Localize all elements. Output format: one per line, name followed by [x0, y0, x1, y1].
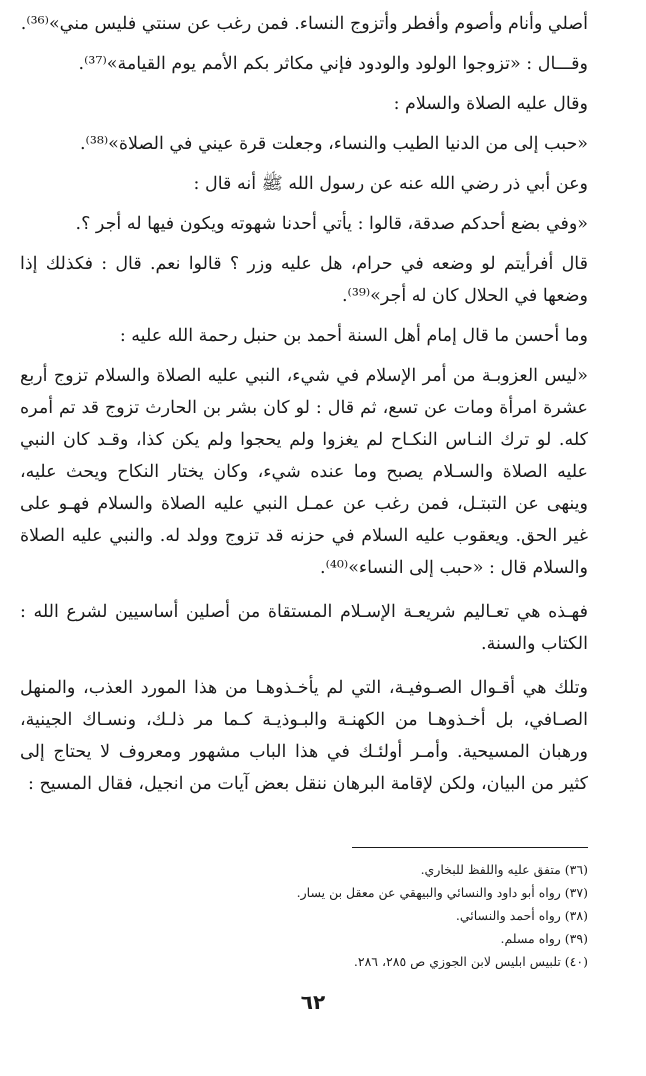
footnote-38: (٣٨) رواه أحمد والنسائي. — [455, 908, 588, 923]
paragraph-8: وما أحسن ما قال إمام أهل السنة أحمد بن حنبل رحمة الله عليه : — [119, 326, 588, 346]
paragraph-3: وقال عليه الصلاة والسلام : — [393, 94, 588, 114]
footnote-37: (٣٧) رواه أبو داود والنسائي والبيهقي عن معقل بن يسار. — [296, 885, 588, 900]
page-number: ٦٢ — [300, 990, 326, 1014]
main-text — [20, 8, 588, 800]
footnote-36: (٣٦) متفق عليه واللفظ للبخاري. — [420, 862, 588, 877]
paragraph-2: وقـــال : «تزوجوا الولود والودود فإني مكاثر بكم الأمم يوم القيامة»⁽³⁷⁾. — [78, 54, 588, 74]
footnote-divider — [352, 847, 588, 848]
paragraph-7: قال أفرأيتم لو وضعه في حرام، هل عليه وزر ؟ قالوا نعم. قال : فكذلك إذا وضعها في الحلال كان له أجر»⁽³⁹⁾. — [20, 254, 588, 306]
paragraph-1: أصلي وأنام وأصوم وأفطر وأتزوج النساء. فمن رغب عن سنتي فليس مني»⁽³⁶⁾. — [20, 14, 588, 34]
paragraph-6: «وفي بضع أحدكم صدقة، قالوا : يأتي أحدنا شهوته ويكون فيها له أجر ؟. — [75, 214, 588, 234]
paragraph-4: «حبب إلى من الدنيا الطيب والنساء، وجعلت قرة عيني في الصلاة»⁽³⁸⁾. — [79, 134, 588, 154]
footnote-40: (٤٠) تلبيس ابليس لابن الجوزي ص ٢٨٥، ٢٨٦. — [353, 954, 588, 969]
footnote-39: (٣٩) رواه مسلم. — [500, 931, 588, 946]
paragraph-5: وعن أبي ذر رضي الله عنه عن رسول الله ﷺ أنه قال : — [193, 174, 588, 194]
paragraph-10: فهـذه هي تعـاليم شريعـة الإسـلام المستقاة من أصلين أساسيين لشرع الله : الكتاب والسنة. — [20, 602, 588, 654]
paragraph-9: «ليس العزوبـة من أمر الإسلام في شيء، النبي عليه الصلاة والسلام تزوج أربع عشرة امرأة ومات عن تسع، ثم قال : لو كان بشر بن الحارث تزوج قد تم أمره كله. لو ترك النـاس النكـاح لم يغزوا ولم يحجوا ولم يكن كذا، وقـد كان النبي عليه الصلاة والسـلام يصبح وما عنده شيء، وكان يختار النكاح ويحث عليه، وينهى عن التبتـل، فمن رغب عن عمـل النبي عليه الصلاة والسلام فهـو على غير الحق. ويعقوب عليه السلام في حزنه قد تزوج وولد له. والنبي عليه الصلاة والسلام قال : «حبب إلى النساء»⁽⁴⁰⁾. — [20, 366, 588, 578]
paragraph-11: وتلك هي أقـوال الصـوفيـة، التي لم يأخـذوهـا من هذا المورد العذب، والمنهل الصـافي، بل أخـذوهـا من الكهنـة والبـوذيـة كـما مر ذلـك، ونسـاك الجينية، ورهبان المسيحية. وأمـر أولئـك في هذا الباب مشهور ومعروف لا يحتاج إلى كثير من البيان، ولكن لإقامة البرهان ننقل بعض آيات من انجيل، فقال المسيح : — [20, 678, 588, 794]
footnotes — [250, 858, 588, 973]
